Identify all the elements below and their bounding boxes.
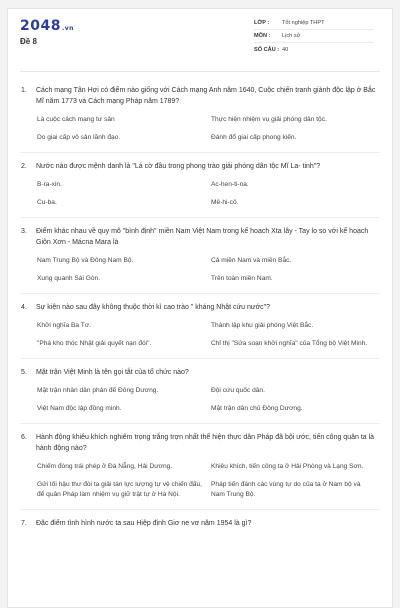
answer-option[interactable]: Là cuộc cách mạng tư sản	[37, 116, 115, 123]
question-text	[8, 518, 392, 529]
answer-options	[8, 180, 392, 216]
question-number: 5.	[21, 369, 27, 376]
exam-page	[7, 8, 393, 608]
answer-option[interactable]: Nam Trung Bộ và Đông Nam Bộ.	[37, 257, 134, 264]
answer-options	[8, 115, 392, 151]
question-item	[8, 161, 392, 218]
answer-options	[8, 386, 392, 422]
answer-option[interactable]: Thành lập khu giải phóng Việt Bắc.	[211, 322, 314, 329]
question-body: Mặt trận Việt Minh là tên gọi tắt của tổ chức nào?	[36, 369, 189, 376]
question-number: 6.	[21, 434, 27, 441]
meta-label: SỐ CÂU :	[254, 46, 280, 53]
question-text	[8, 161, 392, 172]
meta-row-count	[254, 43, 374, 56]
answer-option[interactable]: Đánh đổ giai cấp phong kiến.	[211, 134, 297, 141]
meta-row-subject	[254, 30, 374, 43]
question-number: 3.	[21, 228, 27, 235]
question-body: Đặc điểm tình hình nước ta sau Hiệp định Giơ ne vơ năm 1954 là gì?	[36, 520, 252, 527]
question-text	[8, 226, 392, 248]
question-number: 4.	[21, 304, 27, 311]
meta-label: MÔN :	[254, 33, 271, 39]
logo-text: 2048	[20, 18, 61, 34]
question-item	[8, 226, 392, 294]
question-divider	[20, 358, 380, 359]
header-divider	[20, 71, 380, 72]
question-divider	[20, 293, 380, 294]
question-body: Sự kiện nào sau đây không thuộc thời kì cao trào " kháng Nhật cứu nước"?	[36, 304, 271, 311]
question-item	[8, 518, 392, 529]
exam-meta	[254, 17, 374, 56]
answer-option[interactable]: Việt Nam độc lập đồng minh.	[37, 405, 122, 412]
exam-header	[8, 9, 392, 65]
meta-value: 40	[282, 46, 289, 53]
answer-option[interactable]: Gửi tối hậu thư đòi ta giải tán lực lượng tự vệ chiến đấu, để quân Pháp làm nhiệm vụ giữ trật tự ở Hà Nội.	[37, 481, 202, 498]
question-number: 1.	[21, 87, 27, 94]
question-item	[8, 302, 392, 359]
answer-option[interactable]: Ac-hen-ti-na.	[211, 181, 249, 188]
question-text	[8, 302, 392, 313]
logo-suffix: .vn	[61, 25, 74, 32]
meta-row-class	[254, 17, 374, 30]
question-number: 2.	[21, 163, 27, 170]
question-text	[8, 432, 392, 454]
exam-title: Đề 8	[20, 37, 37, 46]
question-item	[8, 85, 392, 153]
question-body: Cách mạng Tân Hợi có điểm nào giống với Cách mạng Anh năm 1640, Cuộc chiến tranh giành độc lập ở Bắc Mĩ năm 1773 và Cách mạng Pháp năm 1789?	[36, 87, 376, 105]
answer-option[interactable]: Cả miền Nam và miền Bắc.	[211, 257, 292, 264]
question-text	[8, 85, 392, 107]
answer-option[interactable]: Xung quanh Sài Gòn.	[37, 275, 101, 282]
question-item	[8, 432, 392, 510]
answer-option[interactable]: B-ra-xin.	[37, 181, 62, 188]
answer-option[interactable]: Trên toàn miền Nam.	[211, 275, 273, 282]
answer-option[interactable]: Mặt trận nhân dân phản đế Đông Dương.	[37, 387, 159, 394]
question-list	[8, 85, 392, 529]
question-divider	[20, 509, 380, 510]
question-divider	[20, 152, 380, 153]
question-divider	[20, 423, 380, 424]
question-text	[8, 367, 392, 378]
question-number: 7.	[21, 520, 27, 527]
answer-option[interactable]: Đội cứu quốc dân.	[211, 387, 265, 394]
answer-option[interactable]: Mê-hi-cô.	[211, 199, 239, 206]
answer-option[interactable]: Pháp tiến đánh các vùng tự do của ta ở Nam bộ và Nam Trung Bộ.	[211, 481, 361, 498]
answer-option[interactable]: Cu-ba.	[37, 199, 57, 206]
answer-option[interactable]: Do giai cấp vô sản lãnh đạo.	[37, 134, 121, 141]
question-divider	[20, 217, 380, 218]
answer-options	[8, 321, 392, 357]
question-body: Hành động khiêu khích nghiêm trọng trắng trợn nhất thể hiện thực dân Pháp đã bội ước, tiến công quân ta là hành động nào?	[36, 434, 375, 452]
answer-options	[8, 256, 392, 292]
question-body: Nước nào được mệnh danh là "Lá cờ đầu trong phong trào giải phóng dân tộc Mĩ La- tinh"?	[36, 163, 321, 170]
question-body: Điểm khác nhau về quy mô "bình định" miền Nam Việt Nam trong kế hoạch Xta lây - Tay lo so với kế hoạch Giôn Xơn - Mácna Mara là	[36, 228, 369, 246]
answer-option[interactable]: Khiêu khích, tiến công ta ở Hải Phòng và Lạng Sơn.	[211, 463, 364, 470]
answer-option[interactable]: Mặt trận dân chủ Đông Dương.	[211, 405, 303, 412]
answer-option[interactable]: Thực hiện nhiệm vụ giải phóng dân tộc.	[211, 116, 327, 123]
answer-options	[8, 462, 392, 508]
meta-value: Lịch sử	[282, 33, 301, 39]
question-item	[8, 367, 392, 424]
site-logo[interactable]	[20, 18, 74, 34]
answer-option[interactable]: Chiếm đóng trái phép ở Đà Nẵng, Hải Dương.	[37, 463, 173, 470]
answer-option[interactable]: Chỉ thị "Sửa soạn khởi nghĩa" của Tổng bộ Việt Minh.	[211, 340, 368, 347]
meta-value: Tốt nghiệp THPT	[282, 20, 325, 26]
answer-option[interactable]: Khởi nghĩa Ba Tơ.	[37, 322, 91, 329]
answer-option[interactable]: "Phá kho thóc Nhật giải quyết nạn đói".	[37, 340, 152, 347]
meta-label: LỚP :	[254, 20, 270, 26]
